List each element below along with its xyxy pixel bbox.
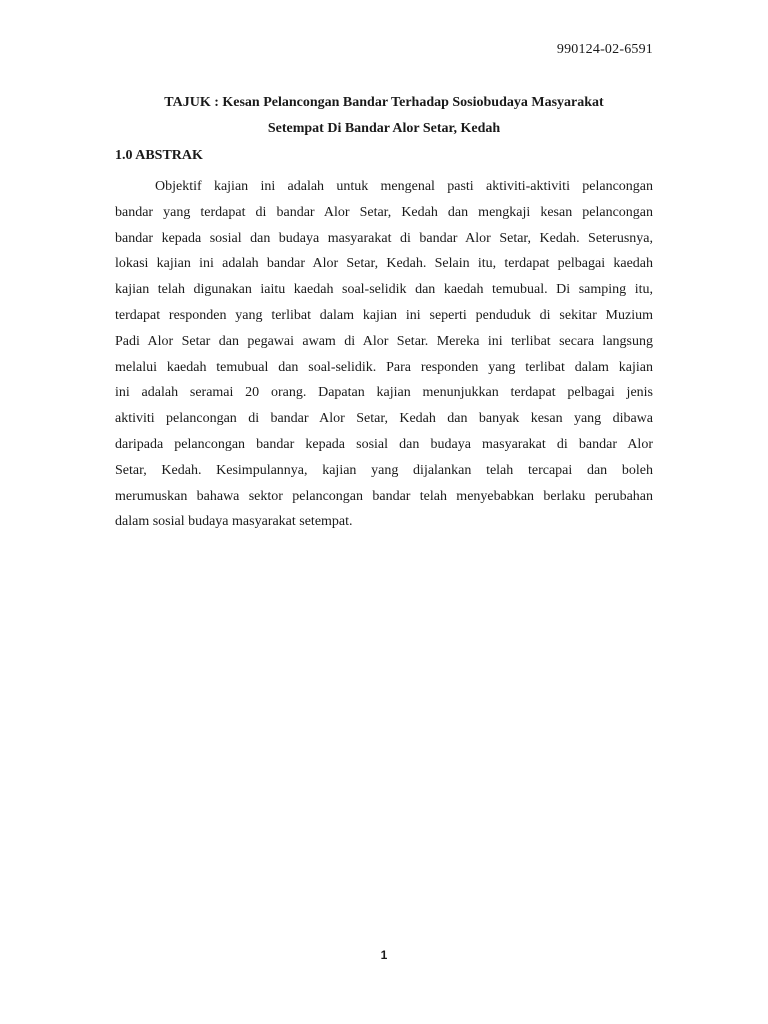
- abstract-line: bandar kepada sosial dan budaya masyarakat di bandar Alor Setar, Kedah. Seterusnya,: [115, 230, 653, 246]
- abstract-line: lokasi kajian ini adalah bandar Alor Setar, Kedah. Selain itu, terdapat pelbagai kaedah: [115, 256, 653, 272]
- ic-number: 990124-02-6591: [556, 42, 653, 57]
- abstract-paragraph: [115, 174, 653, 535]
- abstract-line: merumuskan bahawa sektor pelancongan bandar telah menyebabkan berlaku perubahan: [115, 488, 653, 504]
- abstract-line: Padi Alor Setar dan pegawai awam di Alor Setar. Mereka ini terlibat secara langsung: [115, 333, 653, 349]
- document-title: [115, 90, 653, 142]
- abstract-line: Setar, Kedah. Kesimpulannya, kajian yang dijalankan telah tercapai dan boleh: [115, 462, 653, 478]
- abstract-line: terdapat responden yang terlibat dalam kajian ini seperti penduduk di sekitar Muzium: [115, 307, 653, 323]
- abstract-line: dalam sosial budaya masyarakat setempat.: [115, 514, 353, 530]
- abstract-line: kajian telah digunakan iaitu kaedah soal-selidik dan kaedah temubual. Di samping itu,: [115, 282, 653, 298]
- title-line-2: Setempat Di Bandar Alor Setar, Kedah: [267, 121, 501, 136]
- abstract-line: aktiviti pelancongan di bandar Alor Setar, Kedah dan banyak kesan yang dibawa: [115, 411, 653, 427]
- title-line-1: TAJUK : Kesan Pelancongan Bandar Terhadap Sosiobudaya Masyarakat: [164, 95, 604, 110]
- abstract-line: bandar yang terdapat di bandar Alor Setar, Kedah dan mengkaji kesan pelancongan: [115, 204, 653, 220]
- section-heading-abstrak: 1.0 ABSTRAK: [115, 148, 203, 163]
- abstract-line: Objektif kajian ini adalah untuk mengenal pasti aktiviti-aktiviti pelancongan: [155, 179, 653, 194]
- abstract-line: ini adalah seramai 20 orang. Dapatan kajian menunjukkan terdapat pelbagai jenis: [115, 385, 653, 401]
- page-number: 1: [380, 948, 388, 962]
- abstract-line: melalui kaedah temubual dan soal-selidik. Para responden yang terlibat dalam kajian: [115, 359, 653, 375]
- abstract-line: daripada pelancongan bandar kepada sosial dan budaya masyarakat di bandar Alor: [115, 436, 653, 452]
